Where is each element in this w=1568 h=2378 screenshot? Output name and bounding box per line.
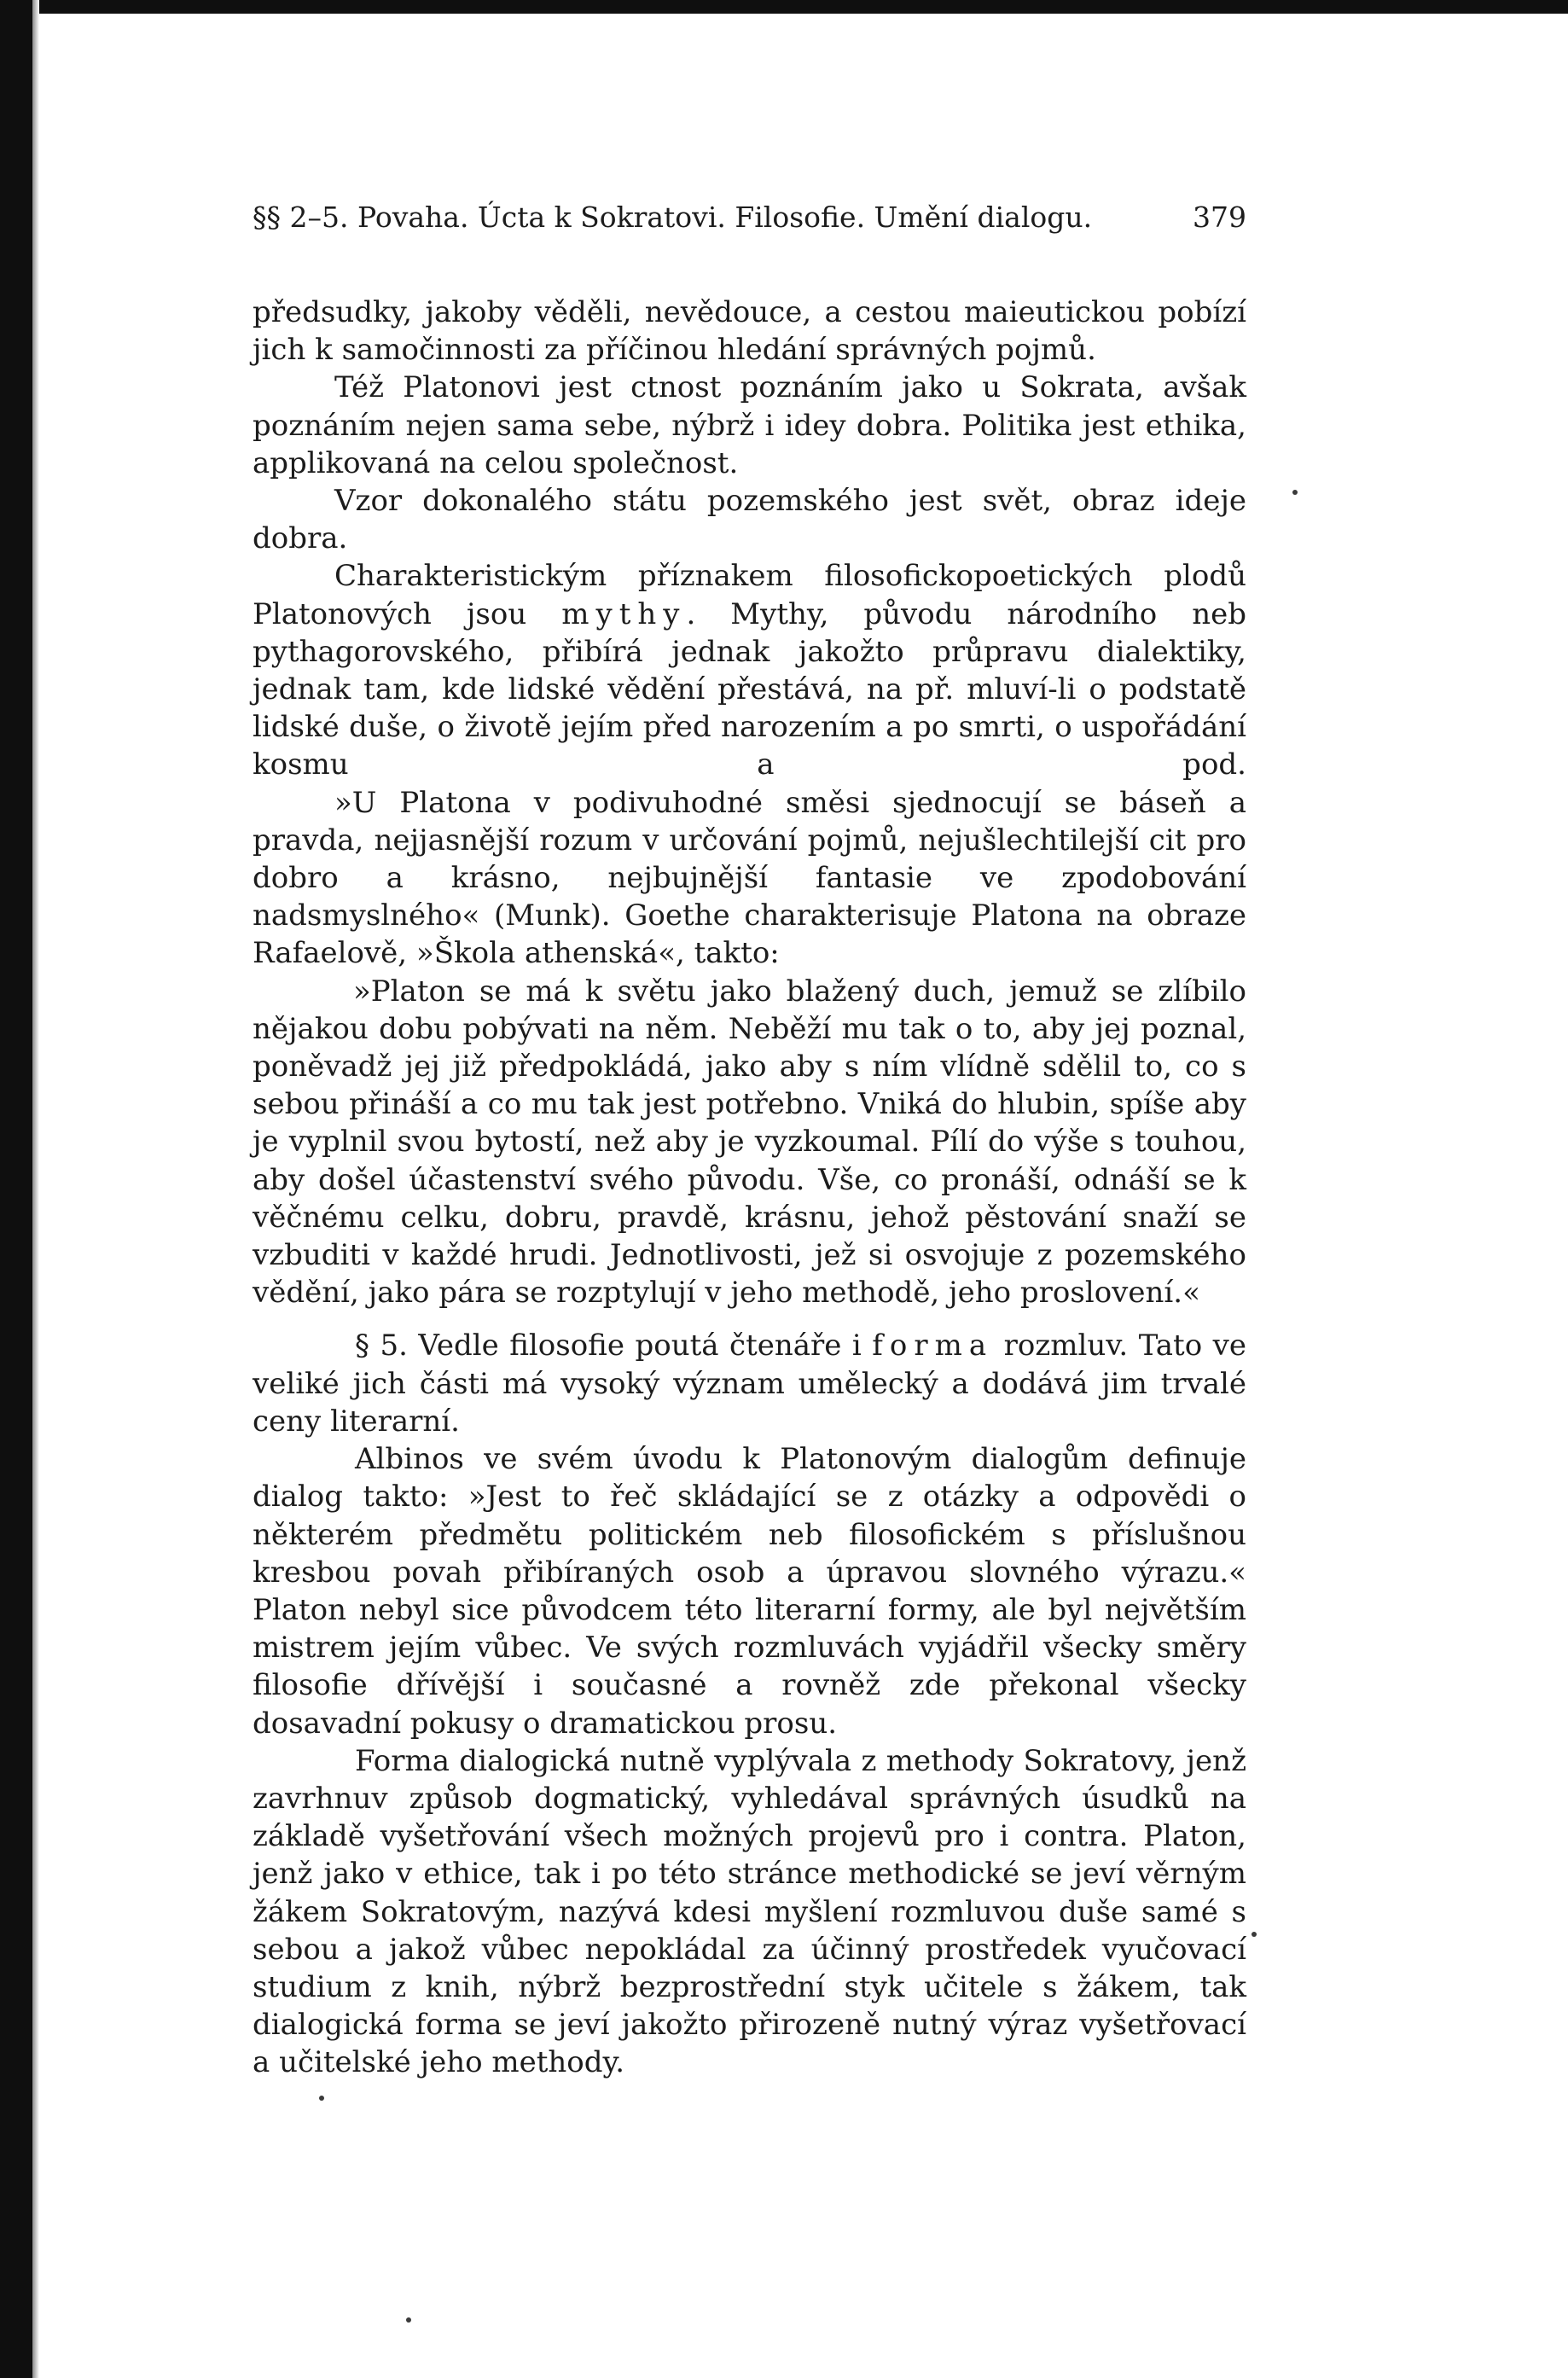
text-run: rozmluv. Tato ve veliké jich části má vysoký význam umělecký a dodává jim trvalé ceny literarní. (253, 1329, 1246, 1439)
running-title: §§ 2–5. Povaha. Úcta k Sokratovi. Filosofie. Umění dialogu. (253, 201, 1093, 234)
paragraph: Vzor dokonalého státu pozemského jest svět, obraz ideje dobra. (253, 484, 1246, 556)
running-header (253, 201, 1246, 235)
emphasized-term: mythy (561, 596, 687, 631)
paragraph: Též Platonovi jest ctnost poznáním jako u Sokrata, avšak poznáním nejen sama sebe, nýbrž i idey dobra. Politika jest ethika, applikovaná na celou společnost. (253, 370, 1246, 480)
page-gutter-shadow (32, 0, 39, 2378)
scan-speck (406, 2317, 411, 2323)
paragraph: předsudky, jakoby věděli, nevědouce, a cestou maieutickou pobízí jich k samočinnosti za příčinou hledání správných pojmů. (253, 295, 1246, 368)
section-paragraph (253, 1327, 1246, 1440)
scan-left-border (0, 0, 32, 2378)
goethe-quote: »Platon se má k světu jako blažený duch, jemuž se zlíbilo nějakou dobu pobývati na něm. Neběží mu tak o to, aby jej poznal, poněvadž jej již předpokládá, jako aby s ním vlídně sdělil to, co s sebou přináší a co mu tak jest potřebno. Vniká do hlubin, spíše aby je vyplnil svou bytostí, než aby je vyzkoumal. Pílí do výše s touhou, aby došel účastenství svého původu. Vše, co pronáší, odnáší se k věčnému celku, dobru, pravdě, krásnu, jehož pěstování snaží se vzbuditi v každé hrudi. Jednotlivosti, jež si osvojuje z pozemského vědění, jako pára se rozptylují v jeho methodě, jeho proslovení.« (253, 974, 1246, 1311)
emphasized-term: forma (872, 1329, 994, 1363)
page-number: 379 (1193, 201, 1246, 234)
scan-speck (319, 2096, 324, 2101)
text-run: . Mythy, původu národního neb pythagorovského, přibírá jednak jakožto průpravu dialektiky, jednak tam, kde lidské vědění přestává, na př. mluví-li o podstatě lidské duše, o životě jejím před narozením a po smrti, o uspořádání kosmu a pod. (253, 596, 1246, 782)
scan-speck (1292, 490, 1298, 495)
page-body (253, 294, 1246, 2082)
scan-speck (1251, 1932, 1257, 1937)
text-run: Charakteristickým příznakem filosofickopoetických plodů Platonových jsou (253, 559, 1246, 631)
text-run: § 5. Vedle filosofie poutá čtenáře i (355, 1329, 873, 1363)
paragraph: Forma dialogická nutně vyplývala z methody Sokratovy, jenž zavrhnuv způsob dogmatický, vyhledával správných úsudků na základě vyšetřování všech možných projevů pro i contra. Platon, jenž jako v ethice, tak i po této stránce methodické se jeví věrným žákem Sokratovým, nazývá kdesi myšlení rozmluvou duše samé s sebou a jakož vůbec nepokládal za účinný prostředek vyučovací studium z knih, nýbrž bezprostřední styk učitele s žákem, tak dialogická forma se jeví jakožto přirozeně nutný výraz vyšetřovací a učitelské jeho methody. (253, 1743, 1246, 2080)
book-page (253, 201, 1246, 2082)
paragraph: Albinos ve svém úvodu k Platonovým dialogům definuje dialog takto: »Jest to řeč skládající se z otázky a odpovědi o některém předmětu politickém neb filosofickém s příslušnou kresbou povah přibíraných osob a úpravou slovného výrazu.« Platon nebyl sice původcem této literarní formy, ale byl největším mistrem jejím vůbec. Ve svých rozmluvách vyjádřil všecky směry filosofie dřívější i současné a rovněž zde překonal všecky dosavadní pokusy o dramatickou prosu. (253, 1442, 1246, 1741)
paragraph: »U Platona v podivuhodné směsi sjednocují se báseň a pravda, nejjasnější rozum v určování pojmů, nejušlechtilejší cit pro dobro a krásno, nejbujnější fantasie ve zpodobování nadsmyslného« (Munk). Goethe charakterisuje Platona na obraze Rafaelově, »Škola athenská«, takto: (253, 785, 1246, 971)
scan-top-border (0, 0, 1568, 14)
paragraph (253, 557, 1246, 783)
